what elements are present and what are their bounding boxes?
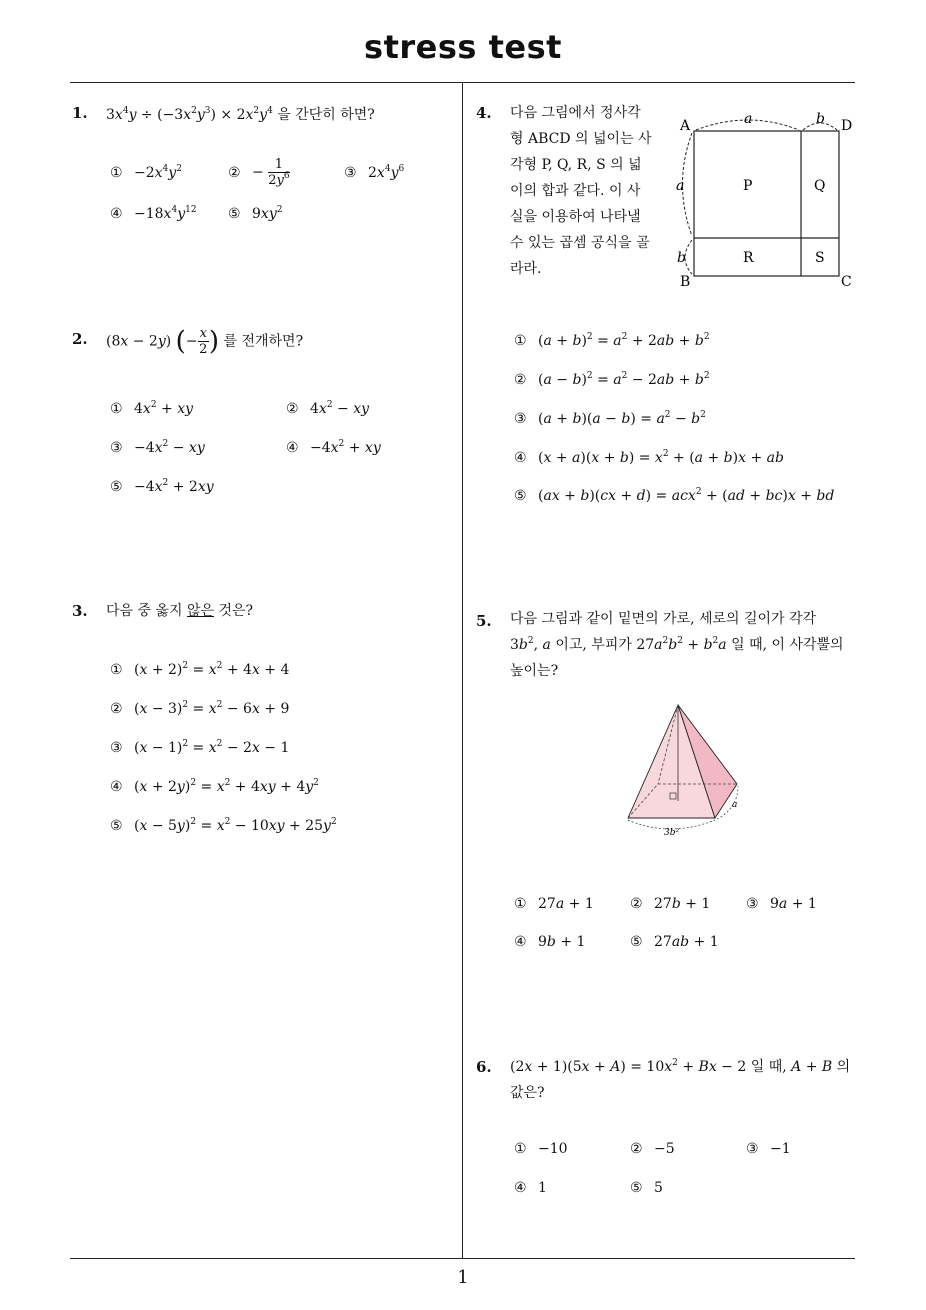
question-number: 1. xyxy=(72,104,88,122)
option-3[interactable]: ③ $2x^4y^6$ xyxy=(344,164,405,181)
question-text-suffix: 을 간단히 하면? xyxy=(277,107,375,123)
option-3[interactable]: ③ $-4x^2$ − xy xyxy=(110,439,205,456)
page-title: stress test xyxy=(364,28,562,66)
option-3[interactable]: ③ $(a + b)(a - b) = a^2 - b^2$ xyxy=(514,410,706,427)
option-5[interactable]: ⑤ $(x - 5y)^2 = x^2 - 10xy + 25y^2$ xyxy=(110,817,337,834)
option-5[interactable]: ⑤ (ax + b)(cx + d) = acx$^2$ + (ad + bc)x + bd xyxy=(514,487,835,504)
page-number: 1 xyxy=(457,1267,469,1288)
option-4[interactable]: ④ $(x + a)(x + b) = x^2 + (a + b)x$ + ab xyxy=(514,449,784,466)
corner-label-a: A xyxy=(680,118,691,134)
option-2[interactable]: ② 27b + 1 xyxy=(630,896,711,912)
side-label-top-a: a xyxy=(744,111,753,127)
label-3b2: 3b² xyxy=(664,828,680,838)
label-a: a xyxy=(732,800,738,810)
column-divider xyxy=(462,83,463,1258)
question-text: 다음 그림과 같이 밑면의 가로, 세로의 길이가 각각 $3b^2$, a 이고, 부피가 $27a^2b^2 + b^2a$ 일 때, 이 사각뿔의 높이는? xyxy=(510,611,844,679)
option-2[interactable]: ② $(a - b)^2 = a^2 - 2ab + b^2$ xyxy=(514,371,710,388)
question-text: $3x^4y \div (-3x^2y^3) \times 2x^2y^4$ 을 간단히 하면? xyxy=(106,106,375,123)
corner-label-c: C xyxy=(841,274,852,290)
question-text: 다음 중 옳지 않은 것은? xyxy=(106,603,254,619)
option-2[interactable]: ② $4x^2$ − xy xyxy=(286,400,370,417)
region-label-p: P xyxy=(743,178,753,194)
option-2[interactable]: ② −5 xyxy=(630,1141,675,1157)
option-3[interactable]: ③ $(x - 1)^2 = x^2 - 2x - 1$ xyxy=(110,739,290,756)
option-2[interactable]: ② − $\frac{1}{2y^6}$ xyxy=(228,157,290,188)
corner-label-d: D xyxy=(841,118,853,134)
option-1[interactable]: ① 27a + 1 xyxy=(514,896,594,912)
option-2[interactable]: ② $(x - 3)^2 = x^2 - 6x + 9$ xyxy=(110,700,290,717)
square-figure xyxy=(668,108,860,294)
question-text: $(2x + 1)(5x + A) = 10x^2 + Bx - 2$ 일 때, A + B 의 값은? xyxy=(510,1058,851,1101)
option-4[interactable]: ④ $-18x^4y^{12}$ xyxy=(110,205,197,222)
underlined-word: 않은 xyxy=(186,603,215,619)
option-4[interactable]: ④ 9b + 1 xyxy=(514,934,586,950)
corner-label-b: B xyxy=(680,274,691,290)
option-1[interactable]: ① $-2x^4y^2$ xyxy=(110,164,182,181)
question-number: 4. xyxy=(476,104,492,122)
option-5[interactable]: ⑤ $9xy^2$ xyxy=(228,205,283,222)
question-number: 5. xyxy=(476,612,492,630)
question-text-suffix: 를 전개하면? xyxy=(223,333,304,350)
question-number: 6. xyxy=(476,1058,492,1076)
option-1[interactable]: ① $(a + b)^2 = a^2 + 2ab + b^2$ xyxy=(514,332,710,349)
option-4[interactable]: ④ $-4x^2$ + xy xyxy=(286,439,381,456)
option-5[interactable]: ⑤ $-4x^2 + 2xy$ xyxy=(110,478,214,495)
side-label-top-b: b xyxy=(816,111,825,127)
bottom-rule xyxy=(70,1258,855,1259)
option-4[interactable]: ④ 1 xyxy=(514,1180,547,1196)
option-4[interactable]: ④ $(x + 2y)^2 = x^2 + 4xy + 4y^2$ xyxy=(110,778,319,795)
question-number: 3. xyxy=(72,602,88,620)
option-1[interactable]: ① −10 xyxy=(514,1141,568,1157)
option-5[interactable]: ⑤ 27ab + 1 xyxy=(630,934,719,950)
region-label-s: S xyxy=(815,250,825,266)
option-5[interactable]: ⑤ 5 xyxy=(630,1180,663,1196)
side-label-left-a: a xyxy=(676,178,685,194)
question-text: (8x − 2y) (− $\frac{x}{2}$ ) 를 전개하면? xyxy=(106,326,304,357)
option-1[interactable]: ① $(x + 2)^2 = x^2 + 4x + 4$ xyxy=(110,661,290,678)
region-label-q: Q xyxy=(814,178,826,194)
question-text: 다음 그림에서 정사각 형 ABCD 의 넓이는 사 각형 P, Q, R, S 의 넓 이의 합과 같다. 이 사 실을 이용하여 나타낼 수 있는 곱셈 공식을 골 라라. xyxy=(510,105,652,277)
option-1[interactable]: ① $4x^2$ + xy xyxy=(110,400,194,417)
option-3[interactable]: ③ 9a + 1 xyxy=(746,896,817,912)
side-label-left-b: b xyxy=(677,250,686,266)
question-number: 2. xyxy=(72,330,88,348)
pyramid-figure xyxy=(620,698,750,840)
option-3[interactable]: ③ −1 xyxy=(746,1141,791,1157)
region-label-r: R xyxy=(743,250,754,266)
